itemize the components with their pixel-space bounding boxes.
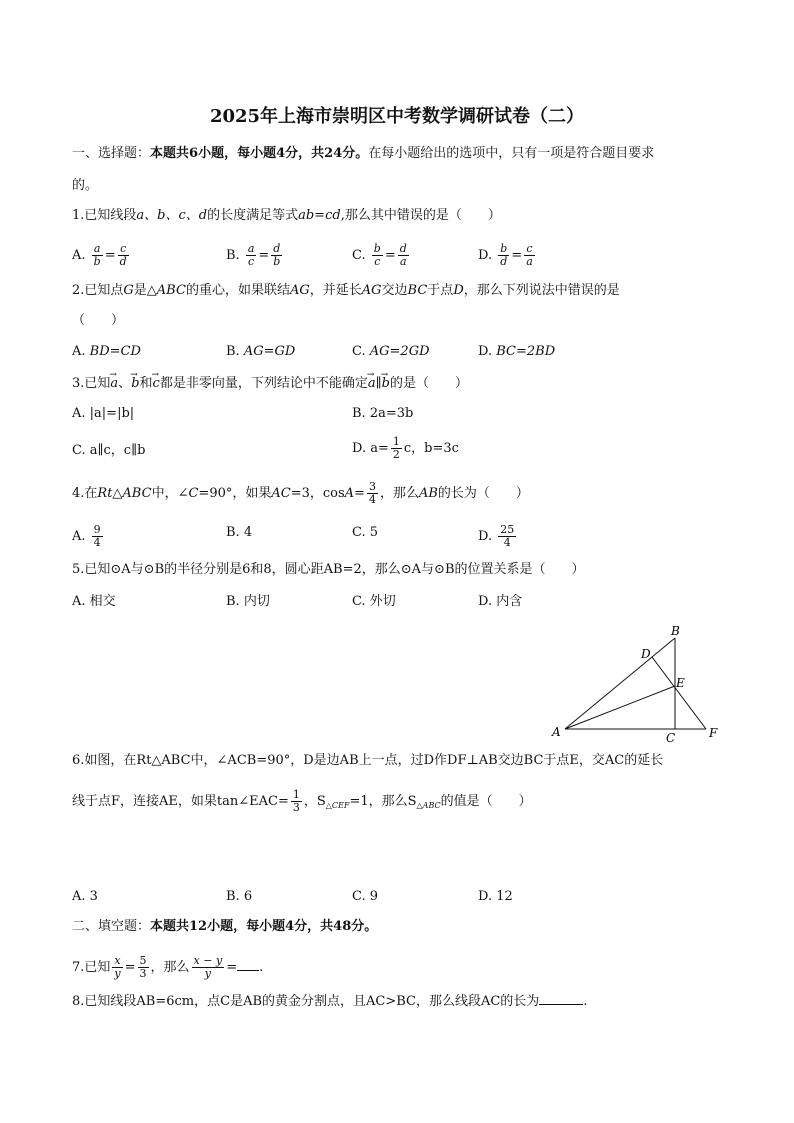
q7-text-3: = — [226, 960, 238, 975]
q6-fraction — [291, 789, 302, 814]
q8-end: . — [583, 994, 588, 1009]
option-d — [478, 343, 555, 361]
section-1-heading — [72, 145, 654, 163]
q4-ab: AB — [418, 486, 438, 501]
q4-text-6: = — [354, 486, 365, 501]
q1-text-2: 的长度满足等式 — [207, 208, 299, 223]
q3-option-d-label: D. — [352, 441, 367, 456]
section-2-label: 二、填空题： — [72, 919, 151, 934]
fraction-numerator: x − y — [193, 954, 223, 967]
q4-ac: AC — [271, 486, 291, 501]
option-label: B. — [226, 525, 240, 540]
label-b: B — [671, 624, 680, 638]
vector-b-2: → b — [382, 375, 390, 393]
question-2-bracket: （ ） — [72, 313, 125, 328]
q3-option-b-label: B. — [352, 406, 366, 421]
section-1-heading-cont: 的。 — [72, 178, 99, 193]
option-text: 外切 — [369, 594, 396, 609]
fraction-numerator: b — [500, 242, 508, 255]
q3-text-2: 都是非零向量，下列结论中不能确定 — [159, 376, 368, 391]
question-5-stem: 5.已知⊙A与⊙B的半径分别是6和8，圆心距AB=2，那么⊙A与⊙B的位置关系是（ ） — [72, 562, 585, 577]
q2-text-5: 交边 — [381, 283, 408, 298]
q1-vars: a、b、c、d — [136, 208, 208, 223]
fraction-numerator: b — [373, 242, 381, 255]
q3-option-a-label: A. — [72, 406, 86, 421]
q4-abc: ABC — [122, 486, 152, 501]
q4-text-7: ，那么 — [379, 486, 419, 501]
q1-text: 1.已知线段 — [72, 208, 137, 223]
section-2-desc: 本题共12小题，每小题4分，共48分。 — [150, 919, 378, 934]
option-label: D. — [478, 889, 493, 904]
label-d: D — [641, 647, 651, 661]
section-1-desc: 本题共 — [150, 146, 190, 161]
q2-ag: AG — [289, 283, 310, 298]
option-a — [72, 593, 116, 611]
option-b — [226, 524, 252, 542]
q3-option-d-fraction — [391, 436, 402, 461]
option-label: D. — [478, 529, 493, 544]
q3-option-a-text: |a|=|b| — [89, 406, 135, 421]
option-fraction — [498, 524, 516, 549]
option-text: 内切 — [243, 594, 270, 609]
fraction-numerator: x — [114, 954, 121, 967]
option-label: C. — [352, 889, 366, 904]
option-c — [352, 524, 378, 542]
q1-text-3: ,那么其中错误的是（ ） — [340, 208, 501, 223]
fraction-denominator: d — [500, 255, 508, 268]
fraction-denominator: 3 — [292, 801, 300, 814]
q3-option-d-text-2: c，b=3c — [403, 441, 459, 456]
q4-a: A — [344, 486, 355, 501]
option-text: BC=2BD — [496, 344, 556, 359]
fraction-numerator: 25 — [500, 523, 515, 536]
vector-a-2: → a — [368, 375, 376, 393]
fraction-numerator: c — [524, 243, 535, 256]
fraction-denominator: a — [526, 255, 533, 268]
q2-text: 2.已知点 — [72, 283, 124, 298]
fraction-denominator: y — [114, 967, 121, 980]
q7-fraction-expr — [192, 955, 225, 980]
section-1-desc-2: 小题，每小题 — [198, 146, 277, 161]
label-e: E — [676, 676, 685, 690]
q4-text-8: 的长为（ ） — [437, 486, 529, 501]
q2-text-6: 于点 — [427, 283, 454, 298]
q4-rt: Rt — [97, 486, 113, 501]
option-label: B. — [226, 594, 240, 609]
q6-text-2: ，S — [303, 794, 326, 809]
fraction-numerator: a — [92, 243, 103, 256]
option-b — [226, 243, 284, 268]
q6-text-4: 的值是（ ） — [440, 794, 532, 809]
segment-df — [652, 657, 706, 729]
vector-c: → c — [153, 375, 160, 393]
fraction-denominator: 4 — [368, 493, 376, 506]
section-1-desc-rest: 在每小题给出的选项中，只有一项是符合题目要求 — [368, 146, 655, 161]
fraction-numerator: 1 — [392, 435, 400, 448]
q4-fraction — [367, 481, 378, 506]
section-1-desc-4: 分。 — [342, 146, 369, 161]
page-title: 2025年上海市崇明区中考数学调研试卷（二） — [209, 106, 585, 127]
fraction-numerator: d — [273, 242, 281, 255]
option-c — [352, 593, 396, 611]
q2-g: G — [123, 283, 134, 298]
option-fraction — [246, 243, 257, 268]
q3-option-a — [72, 405, 134, 423]
option-label: C. — [352, 248, 366, 263]
q4-text-5: =3，cos — [290, 486, 345, 501]
q3-text: 3.已知 — [72, 376, 111, 391]
label-a: A — [552, 725, 561, 739]
option-fraction — [398, 243, 409, 268]
option-text: AG=GD — [243, 344, 296, 359]
question-3-stem — [72, 375, 468, 393]
q4-text-2: △ — [112, 486, 123, 501]
option-text: 9 — [369, 889, 379, 904]
option-fraction — [92, 243, 103, 268]
q3-sep-2: 和 — [139, 376, 153, 391]
parallel-sign: ∥ — [375, 376, 382, 391]
option-label: D. — [478, 344, 493, 359]
option-d — [478, 888, 513, 906]
fraction-denominator: b — [273, 255, 281, 268]
option-label: D. — [478, 248, 493, 263]
q7-text: 7.已知 — [72, 960, 111, 975]
section-1-total: 24 — [324, 146, 343, 161]
option-fraction — [498, 243, 509, 268]
q3-option-b-text: 2a=3b — [369, 406, 414, 421]
option-fraction — [372, 243, 383, 268]
fraction-denominator: 4 — [503, 536, 511, 549]
option-label: B. — [226, 344, 240, 359]
option-label: B. — [226, 248, 240, 263]
section-1-desc-3: 分，共 — [285, 146, 325, 161]
option-c — [352, 343, 430, 361]
option-label: D. — [478, 594, 493, 609]
q2-text-4: ，并延长 — [309, 283, 362, 298]
section-1-points: 4 — [276, 146, 286, 161]
q6-subscript: △CEF — [325, 801, 350, 810]
question-6-stem-cont — [72, 789, 532, 815]
q3-option-c — [72, 442, 145, 460]
fraction-denominator: a — [399, 255, 407, 268]
label-c: C — [666, 731, 676, 745]
option-text: 内含 — [496, 594, 523, 609]
option-label: A. — [72, 594, 86, 609]
option-label: C. — [352, 525, 366, 540]
q2-text-2: 是△ — [133, 283, 157, 298]
vector-b: → b — [131, 375, 139, 393]
fraction-denominator: y — [204, 967, 211, 980]
option-eq: = — [511, 248, 523, 263]
q3-option-c-label: C. — [72, 443, 86, 458]
option-a — [72, 888, 98, 906]
option-b — [226, 888, 252, 906]
section-1-label: 一、选择题： — [72, 146, 151, 161]
option-d — [478, 593, 522, 611]
fraction-denominator: d — [119, 255, 127, 268]
fraction-numerator: c — [118, 243, 129, 256]
q1-eq: ab=cd — [298, 208, 341, 223]
question-6-stem: 6.如图，在Rt△ABC中，∠ACB=90°，D是边AB上一点，过D作DF⊥AB交边BC于点E，交AC的延长 — [72, 753, 664, 768]
option-label: C. — [352, 344, 366, 359]
fraction-denominator: 2 — [392, 448, 400, 461]
triangle-figure — [545, 620, 725, 750]
q2-text-7: ，那么下列说法中错误的是 — [463, 283, 620, 298]
option-fraction — [271, 243, 282, 268]
fraction-denominator: c — [248, 255, 255, 268]
option-a — [72, 243, 131, 268]
q2-text-3: 的重心，如果联结 — [185, 283, 290, 298]
q7-fraction-xy — [112, 955, 122, 980]
answer-blank[interactable] — [237, 970, 259, 971]
option-text: AG=2GD — [369, 344, 430, 359]
q4-c: C — [188, 486, 199, 501]
segment-ab — [565, 638, 675, 729]
option-text: 5 — [369, 525, 379, 540]
option-label: B. — [226, 889, 240, 904]
q6-text-3: =1，那么S — [349, 794, 417, 809]
option-a — [72, 343, 141, 361]
fraction-denominator: b — [93, 255, 101, 268]
option-eq: = — [258, 248, 270, 263]
fraction-denominator: c — [374, 255, 381, 268]
q3-option-d — [352, 436, 459, 461]
question-2-stem — [72, 282, 620, 300]
option-label: A. — [72, 889, 86, 904]
option-label: A. — [72, 529, 86, 544]
option-fraction — [524, 243, 535, 268]
option-d — [478, 243, 537, 268]
option-label: C. — [352, 594, 366, 609]
option-text: 12 — [496, 889, 513, 904]
option-d — [478, 524, 518, 549]
q2-bc: BC — [407, 283, 428, 298]
question-7-stem — [72, 955, 263, 980]
option-text: 相交 — [89, 594, 116, 609]
option-b — [226, 593, 270, 611]
q4-text-3: 中，∠ — [151, 486, 189, 501]
question-1-stem — [72, 207, 501, 225]
option-label: A. — [72, 344, 86, 359]
fraction-numerator: 9 — [93, 523, 101, 536]
q7-eq: = — [124, 960, 136, 975]
option-eq: = — [104, 248, 116, 263]
option-text: 4 — [243, 525, 253, 540]
q6-text: 线于点F，连接AE，如果tan∠EAC= — [72, 794, 289, 809]
q3-option-c-text: a∥c，c∥b — [89, 443, 146, 458]
option-fraction — [118, 243, 129, 268]
label-f: F — [709, 726, 718, 740]
vector-a: → a — [110, 375, 118, 393]
fraction-denominator: 3 — [139, 967, 147, 980]
option-a — [72, 524, 105, 549]
fraction-denominator: 4 — [93, 536, 101, 549]
q8-text: 8.已知线段AB=6cm，点C是AB的黄金分割点，且AC>BC，那么线段AC的长为 — [72, 994, 540, 1009]
option-fraction — [92, 524, 103, 549]
question-8-stem — [72, 993, 587, 1011]
q4-text-4: =90°，如果 — [198, 486, 272, 501]
option-text: BD=CD — [89, 344, 141, 359]
question-4-stem — [72, 481, 529, 506]
option-c — [352, 888, 378, 906]
q3-option-b — [352, 405, 413, 423]
q3-sep: 、 — [118, 376, 132, 391]
q2-ag2: AG — [361, 283, 382, 298]
fraction-numerator: 1 — [292, 788, 300, 801]
q7-text-2: ，那么 — [150, 960, 190, 975]
q2-abc: ABC — [156, 283, 186, 298]
q3-text-3: 的是（ ） — [389, 376, 468, 391]
option-text: 3 — [89, 889, 98, 904]
answer-blank[interactable] — [539, 1004, 583, 1005]
q6-subscript-2: △ABC — [416, 801, 441, 810]
fraction-numerator: a — [247, 242, 255, 255]
q7-fraction-ratio — [138, 955, 149, 980]
segment-ae — [565, 686, 675, 729]
option-label: A. — [72, 248, 86, 263]
q7-end: . — [259, 960, 264, 975]
option-b — [226, 343, 295, 361]
q3-option-d-text: a= — [370, 441, 389, 456]
q2-d: D — [453, 283, 464, 298]
option-eq: = — [384, 248, 396, 263]
section-2-heading — [72, 918, 377, 936]
fraction-numerator: 3 — [368, 480, 376, 493]
section-1-count: 6 — [189, 146, 199, 161]
option-c — [352, 243, 411, 268]
option-text: 6 — [243, 889, 253, 904]
q4-text: 4.在 — [72, 486, 98, 501]
fraction-numerator: d — [399, 242, 407, 255]
fraction-numerator: 5 — [139, 954, 147, 967]
